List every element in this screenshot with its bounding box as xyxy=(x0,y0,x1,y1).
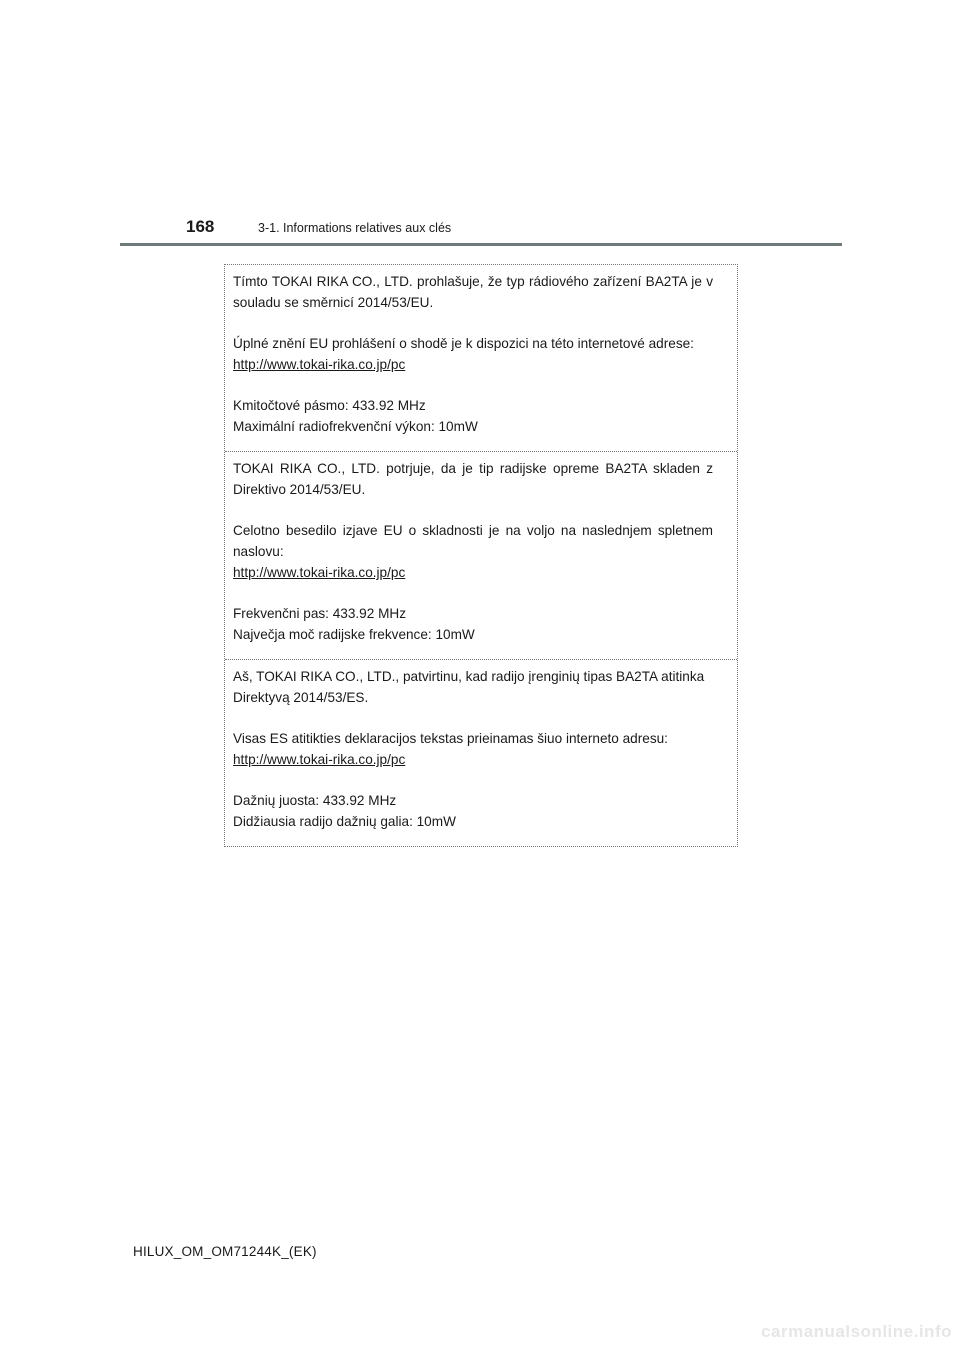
max-power: Največja moč radijske frekvence: 10mW xyxy=(233,627,475,642)
frequency-band: Dažnių juosta: 433.92 MHz xyxy=(233,793,397,808)
header-rule xyxy=(120,243,842,246)
declaration-address-block xyxy=(233,520,713,583)
radio-specs xyxy=(233,790,713,832)
declaration-address-intro: Visas ES atitikties deklaracijos tekstas prieinamas šiuo interneto adresu: xyxy=(233,731,668,746)
document-code: HILUX_OM_OM71244K_(EK) xyxy=(133,1244,317,1259)
declaration-link[interactable]: http://www.tokai-rika.co.jp/pc xyxy=(233,357,406,372)
declaration-statement: Tímto TOKAI RIKA CO., LTD. prohlašuje, že typ rádiového zařízení BA2TA je v souladu se směrnicí 2014/53/EU. xyxy=(233,274,713,310)
max-power: Didžiausia radijo dažnių galia: 10mW xyxy=(233,814,456,829)
radio-specs xyxy=(233,395,713,437)
declaration-section-czech xyxy=(225,265,737,452)
declaration-box xyxy=(224,264,738,847)
page-header xyxy=(0,0,960,250)
declaration-link[interactable]: http://www.tokai-rika.co.jp/pc xyxy=(233,752,406,767)
max-power: Maximální radiofrekvenční výkon: 10mW xyxy=(233,419,478,434)
declaration-address-intro: Celotno besedilo izjave EU o skladnosti je na voljo na naslednjem spletnem naslovu: xyxy=(233,523,713,559)
declaration-address-block xyxy=(233,333,713,375)
declaration-address-intro: Úplné znění EU prohlášení o shodě je k dispozici na této internetové adrese: xyxy=(233,336,694,351)
section-title: 3-1. Informations relatives aux clés xyxy=(258,221,452,235)
frequency-band: Frekvenčni pas: 433.92 MHz xyxy=(233,606,407,621)
declaration-section-lithuanian xyxy=(225,660,737,846)
declaration-statement: TOKAI RIKA CO., LTD. potrjuje, da je tip radijske opreme BA2TA skladen z Direktivo 2014/53/EU. xyxy=(233,461,713,497)
declaration-statement: Aš, TOKAI RIKA CO., LTD., patvirtinu, kad radijo įrenginių tipas BA2TA atitinka Direktyvą 2014/53/ES. xyxy=(233,669,705,705)
declaration-address-block xyxy=(233,728,713,770)
declaration-link[interactable]: http://www.tokai-rika.co.jp/pc xyxy=(233,565,406,580)
declaration-section-slovenian xyxy=(225,452,737,660)
radio-specs xyxy=(233,603,713,645)
page-number: 168 xyxy=(186,217,215,236)
frequency-band: Kmitočtové pásmo: 433.92 MHz xyxy=(233,398,426,413)
watermark: carmanualsonline.info xyxy=(761,1322,952,1341)
